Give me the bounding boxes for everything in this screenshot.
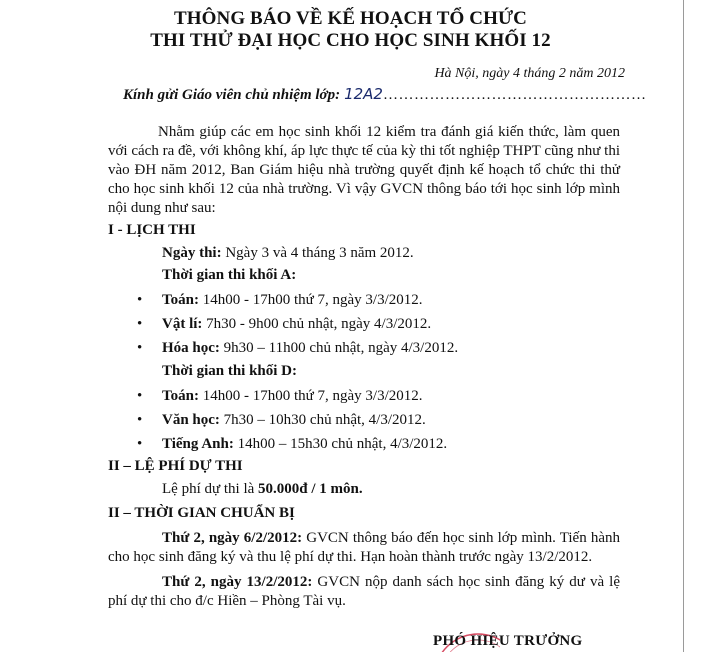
subject-time: 14h00 - 17h00 thứ 7, ngày 3/3/2012. xyxy=(198,292,423,308)
subject-time: 9h30 – 11h00 chủ nhật, ngày 4/3/2012. xyxy=(219,340,459,356)
page-edge-line xyxy=(683,0,684,652)
subject-time: 14h00 - 17h00 thứ 7, ngày 3/3/2012. xyxy=(198,388,423,404)
document-date: Hà Nội, ngày 4 tháng 2 năm 2012 xyxy=(434,66,625,81)
subject-name: Hóa học: xyxy=(162,340,220,356)
list-item xyxy=(137,388,423,405)
subject-name: Văn học: xyxy=(162,412,220,428)
subject-name: Toán: xyxy=(162,292,199,308)
section-heading-schedule: I - LỊCH THI xyxy=(108,222,196,238)
fee-prefix: Lệ phí dự thi là xyxy=(162,481,259,497)
bullet-icon: • xyxy=(137,316,143,332)
greeting-line xyxy=(123,85,646,104)
group-d-title: Thời gian thi khối D: xyxy=(162,363,298,379)
preparation-date: Thứ 2, ngày 13/2/2012: xyxy=(162,574,313,590)
exam-date-label: Ngày thi: xyxy=(162,245,222,261)
greeting-label: Kính gửi Giáo viên chủ nhiệm lớp: xyxy=(123,87,341,103)
group-a-title: Thời gian thi khối A: xyxy=(162,267,297,283)
subject-time: 14h00 – 15h30 chủ nhật, 4/3/2012. xyxy=(233,436,448,452)
section-heading-fee: II – LỆ PHÍ DỰ THI xyxy=(108,458,243,474)
preparation-item xyxy=(108,573,620,611)
signature-title: PHÓ HIỆU TRƯỞNG xyxy=(433,633,583,649)
bullet-icon: • xyxy=(137,412,143,428)
document-title-line-2: THI THỬ ĐẠI HỌC CHO HỌC SINH KHỐI 12 xyxy=(150,30,551,51)
exam-date-value: Ngày 3 và 4 tháng 3 năm 2012. xyxy=(221,245,414,261)
subject-name: Toán: xyxy=(162,388,199,404)
subject-time: 7h30 – 10h30 chủ nhật, 4/3/2012. xyxy=(219,412,426,428)
greeting-dotted-line: …………………………………………… xyxy=(382,87,647,103)
fee-line xyxy=(162,481,363,498)
handwritten-class-name: 12A2 xyxy=(344,85,383,103)
subject-name: Tiếng Anh: xyxy=(162,436,234,452)
preparation-date: Thứ 2, ngày 6/2/2012: xyxy=(162,530,303,546)
section-heading-preparation: II – THỜI GIAN CHUẨN BỊ xyxy=(108,505,295,521)
intro-paragraph: Nhằm giúp các em học sinh khối 12 kiểm tra đánh giá kiến thức, làm quen với cách ra đề, với không khí, áp lực thực tế của kỳ thi tốt nghiệp THPT cũng như thi vào ĐH năm 2012, Ban Giám hiệu nhà trường quyết định kế hoạch tổ chức thi thử cho học sinh khối 12 của nhà trường. Vì vậy GVCN thông báo tới học sinh lớp mình nội dung như sau: xyxy=(108,124,620,216)
document-title-line-1: THÔNG BÁO VỀ KẾ HOẠCH TỔ CHỨC xyxy=(173,8,528,29)
list-item xyxy=(137,412,426,429)
subject-time: 7h30 - 9h00 chủ nhật, ngày 4/3/2012. xyxy=(202,316,432,332)
exam-date-line xyxy=(162,245,414,262)
list-item xyxy=(137,292,423,309)
list-item xyxy=(137,436,447,453)
list-item xyxy=(137,340,458,357)
bullet-icon: • xyxy=(137,388,143,404)
preparation-text: GVCN thông báo đến học sinh lớp mình. Tiến hành cho học sinh đăng ký và thu lệ phí dự thi. Hạn hoàn thành trước ngày 13/2/2012. xyxy=(108,530,620,565)
list-item xyxy=(137,316,431,333)
subject-name: Vật lí: xyxy=(162,316,203,332)
bullet-icon: • xyxy=(137,292,143,308)
preparation-item xyxy=(108,529,620,567)
bullet-icon: • xyxy=(137,340,143,356)
preparation-text: GVCN nộp danh sách học sinh đăng ký dư và lệ phí dự thi cho đ/c Hiền – Phòng Tài vụ. xyxy=(108,574,620,609)
fee-value: 50.000đ / 1 môn. xyxy=(258,481,363,497)
bullet-icon: • xyxy=(137,436,143,452)
